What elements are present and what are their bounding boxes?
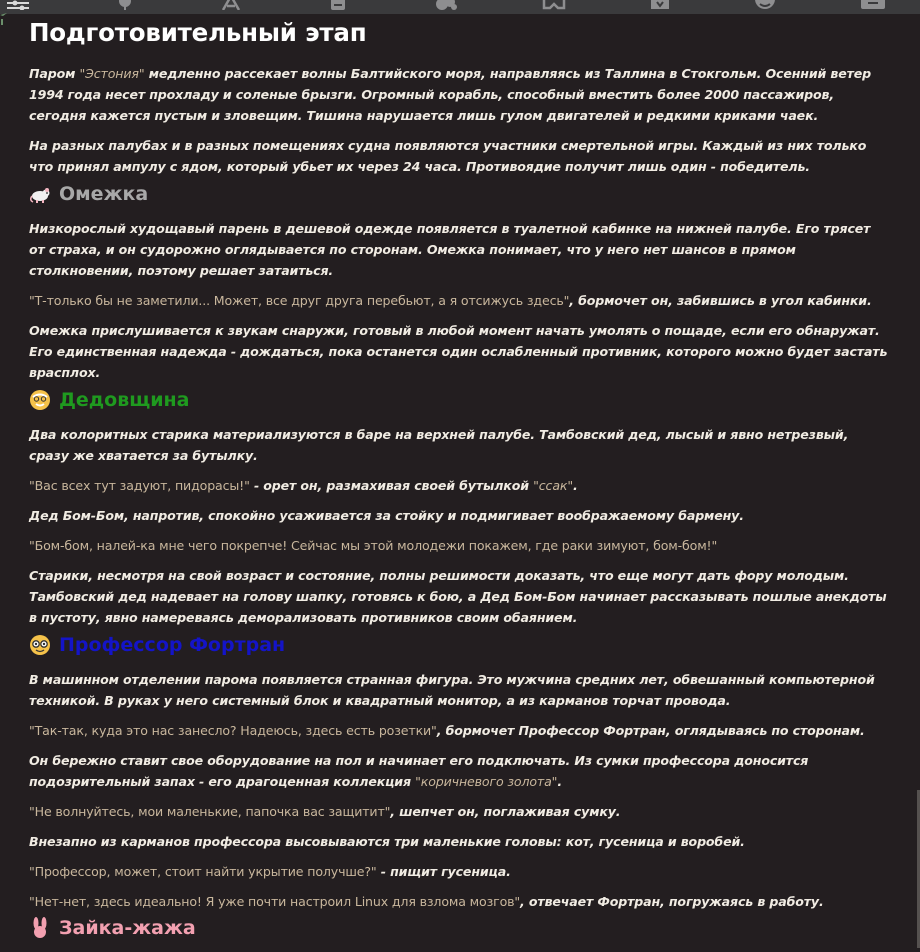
paragraph: Низкорослый худощавый парень в дешевой одежде появляется в туалетной кабинке на нижней палубе. Его трясет от страха, и он судорожно оглядывается по сторонам. Омежка понимает, что у него нет шансов в прямом столкновении, поэтому решает затаиться. [29, 221, 871, 278]
section-title: Дедовщина [59, 389, 190, 411]
page-title: Подготовительный этап [29, 18, 367, 47]
quote: "Профессор, может, стоит найти укрытие получше?" [29, 864, 377, 879]
dialogue-line [29, 290, 889, 311]
intro-paragraph-2: На разных палубах и в разных помещениях судна появляются участники смертельной игры. Каждый из них только что принял ампулу с ядом, который убьет их через 24 часа. Противоядие получит лишь один - победитель. [29, 138, 867, 174]
speech-tag: , бормочет он, забившись в угол кабинки. [569, 293, 872, 308]
paragraph: Старики, несмотря на свой возраст и состояние, полны решимости доказать, что еще могут дать фору молодым. Тамбовский дед надевает на голову шапку, готовясь к бою, а Дед Бом-Бом начинает рассказывать пошлые анекдоты в пустоту, явно намереваясь деморализовать противников своим обаянием. [29, 568, 887, 625]
font-icon[interactable] [218, 0, 244, 10]
section-heading-omezhka [29, 181, 889, 207]
top-toolbar [0, 0, 920, 14]
dialogue-line [29, 535, 889, 556]
paragraph: Внезапно из карманов профессора высовываются три маленькие головы: кот, гусеница и воробей. [29, 834, 745, 849]
paragraph: В машинном отделении парома появляется странная фигура. Это мужчина средних лет, обвешанный компьютерной техникой. В руках у него системный блок и квадратный монитор, а из карманов торчат провода. [29, 672, 875, 708]
quote: "Нет-нет, здесь идеально! Я уже почти настроил Linux для взлома мозгов" [29, 894, 521, 909]
section-title: Профессор Фортран [59, 634, 286, 656]
quote: "Так-так, куда это нас занесло? Надеюсь, здесь есть розетки" [29, 723, 437, 738]
chat-icon[interactable] [541, 0, 567, 10]
collapse-marker [0, 12, 8, 26]
intro-text-cont: медленно рассекает волны Балтийского моря, направляясь из Таллина в Стокгольм. Осенний ветер 1994 года несет прохладу и соленые брызги. Огромный корабль, способный вместить более 2000 пассажиров, сегодня кажется пустым и зловещим. Тишина нарушается лишь гулом двигателей и редкими криками чаек. [29, 66, 872, 123]
intro-paragraph [29, 63, 889, 126]
section-heading-dedovshchina [29, 387, 889, 413]
quoted-term: "ссак" [533, 478, 573, 493]
quote: "Т-только бы не заметили... Может, все друг друга перебьют, а я отсижусь здесь" [29, 293, 570, 308]
cloud-gear-icon[interactable] [432, 0, 458, 10]
smiley-icon[interactable] [752, 0, 778, 10]
speech-tag: - пищит гусеница. [376, 864, 511, 879]
section-title: Зайка-жажа [59, 917, 196, 939]
speech-tag: , шепчет он, поглаживая сумку. [390, 804, 621, 819]
speech-tag-end: . [572, 478, 578, 493]
paragraph-text: Он бережно ставит свое оборудование на пол и начинает его подключать. Из сумки профессора доносится подозрительный запах - его драгоценная коллекция [29, 753, 809, 789]
section-title: Омежка [59, 183, 149, 205]
paragraph [29, 750, 889, 792]
ship-name: "Эстония" [79, 66, 145, 81]
box-icon[interactable] [647, 0, 673, 10]
id-card-icon[interactable] [860, 0, 886, 10]
paragraph: Омежка прислушивается к звукам снаружи, готовый в любой момент начать умолять о пощаде, если его обнаружат. Его единственная надежда - дождаться, пока останется один ослабленный противник, которого можно будет застать врасплох. [29, 323, 888, 380]
dialogue-line [29, 475, 889, 496]
dialogue-line [29, 861, 889, 882]
dialogue-line [29, 720, 889, 741]
section-heading-fortran [29, 632, 889, 658]
bunny-emoji-icon [29, 917, 51, 939]
quoted-term: "коричневого золота" [415, 774, 558, 789]
dialogue-line [29, 801, 889, 822]
section-heading-next [29, 915, 889, 941]
nerd-face-emoji-icon [29, 634, 51, 656]
speech-tag: , отвечает Фортран, погружаясь в работу. [520, 894, 824, 909]
paragraph-text-end: . [557, 774, 562, 789]
speech-tag: - орет он, размахивая своей бутылкой [249, 478, 534, 493]
pin-icon[interactable] [112, 0, 138, 10]
speech-tag: , бормочет Профессор Фортран, оглядываясь по сторонам. [436, 723, 865, 738]
chat-message-content [29, 14, 889, 952]
rat-emoji-icon [29, 183, 51, 205]
document-icon[interactable] [325, 0, 351, 10]
old-man-emoji-icon [29, 389, 51, 411]
quote: "Вас всех тут задуют, пидорасы!" [29, 478, 250, 493]
sliders-icon[interactable] [5, 0, 31, 10]
quote: "Не волнуйтесь, мои маленькие, папочка вас защитит" [29, 804, 391, 819]
paragraph: Два колоритных старика материализуются в баре на верхней палубе. Тамбовский дед, лысый и явно нетрезвый, сразу же хватается за бутылку. [29, 427, 849, 463]
paragraph: Дед Бом-Бом, напротив, спокойно усаживается за стойку и подмигивает воображаемому бармену. [29, 508, 744, 523]
intro-text: Паром [29, 66, 80, 81]
dialogue-line [29, 891, 889, 912]
quote: "Бом-бом, налей-ка мне чего покрепче! Сейчас мы этой молодежи покажем, где раки зимуют, бом-бом!" [29, 538, 718, 553]
